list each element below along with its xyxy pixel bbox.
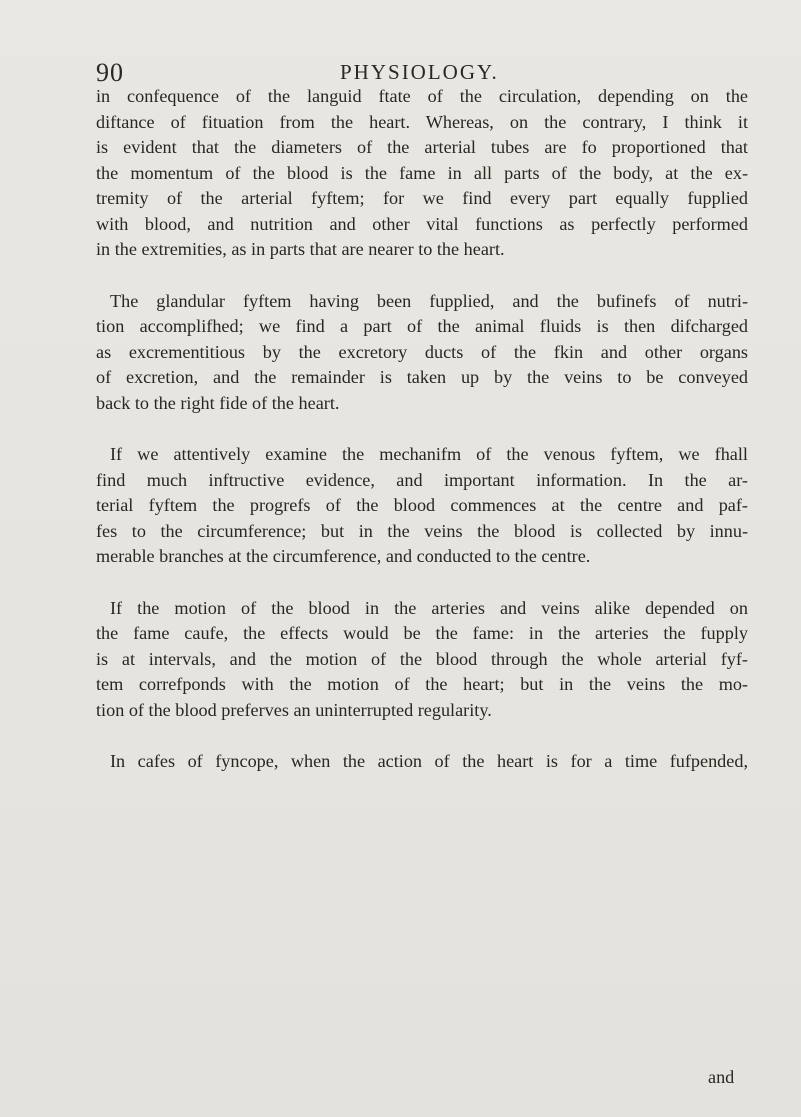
text-line: tem correfponds with the motion of the heart; but in the veins the mo-	[96, 674, 748, 694]
text-line: find much inftructive evidence, and important information. In the ar-	[96, 469, 748, 490]
text-line: as excrementitious by the excretory ducts of the fkin and other organs	[96, 341, 748, 362]
text-line: terial fyftem the progrefs of the blood commences at the centre and paf-	[96, 495, 748, 515]
text-line: in the extremities, as in parts that are nearer to the heart.	[96, 239, 505, 259]
text-line: If we attentively examine the mechanifm of the venous fyftem, we fhall	[110, 444, 748, 464]
body-text	[96, 84, 748, 775]
paragraph-2	[96, 289, 748, 417]
text-line: of excretion, and the remainder is taken up by the veins to be conveyed	[96, 367, 748, 387]
paragraph-3	[96, 442, 748, 570]
text-line: fes to the circumference; but in the veins the blood is collected by innu-	[96, 520, 748, 541]
text-line: tion accomplifhed; we find a part of the animal fluids is then difcharged	[96, 316, 748, 336]
text-line: is at intervals, and the motion of the blood through the whole arterial fyf-	[96, 648, 748, 669]
page-number: 90	[96, 58, 124, 87]
text-line: merable branches at the circumference, and conducted to the centre.	[96, 546, 591, 566]
text-line: If the motion of the blood in the arteries and veins alike depended on	[110, 597, 748, 618]
text-line: the fame caufe, the effects would be the fame: in the arteries the fupply	[96, 623, 748, 643]
paragraph-1	[96, 84, 748, 263]
paragraph-5	[96, 749, 748, 775]
text-line: tremity of the arterial fyftem; for we find every part equally fupplied	[96, 188, 748, 208]
text-line: tion of the blood preferves an uninterrupted regularity.	[96, 699, 492, 720]
text-line: diftance of fituation from the heart. Whereas, on the contrary, I think it	[96, 111, 748, 132]
text-line: The glandular fyftem having been fupplied, and the bufinefs of nutri-	[110, 290, 748, 311]
running-head: PHYSIOLOGY.	[340, 60, 499, 84]
paragraph-4	[96, 596, 748, 724]
text-line: with blood, and nutrition and other vital functions as perfectly performed	[96, 213, 748, 234]
text-line: in confequence of the languid ftate of the circulation, depending on the	[96, 86, 748, 106]
text-line: In cafes of fyncope, when the action of the heart is for a time fufpended,	[110, 751, 748, 771]
text-line: back to the right fide of the heart.	[96, 392, 340, 413]
catchword: and	[708, 1067, 735, 1087]
text-line: the momentum of the blood is the fame in all parts of the body, at the ex-	[96, 162, 748, 183]
text-line: is evident that the diameters of the arterial tubes are fo proportioned that	[96, 137, 748, 157]
